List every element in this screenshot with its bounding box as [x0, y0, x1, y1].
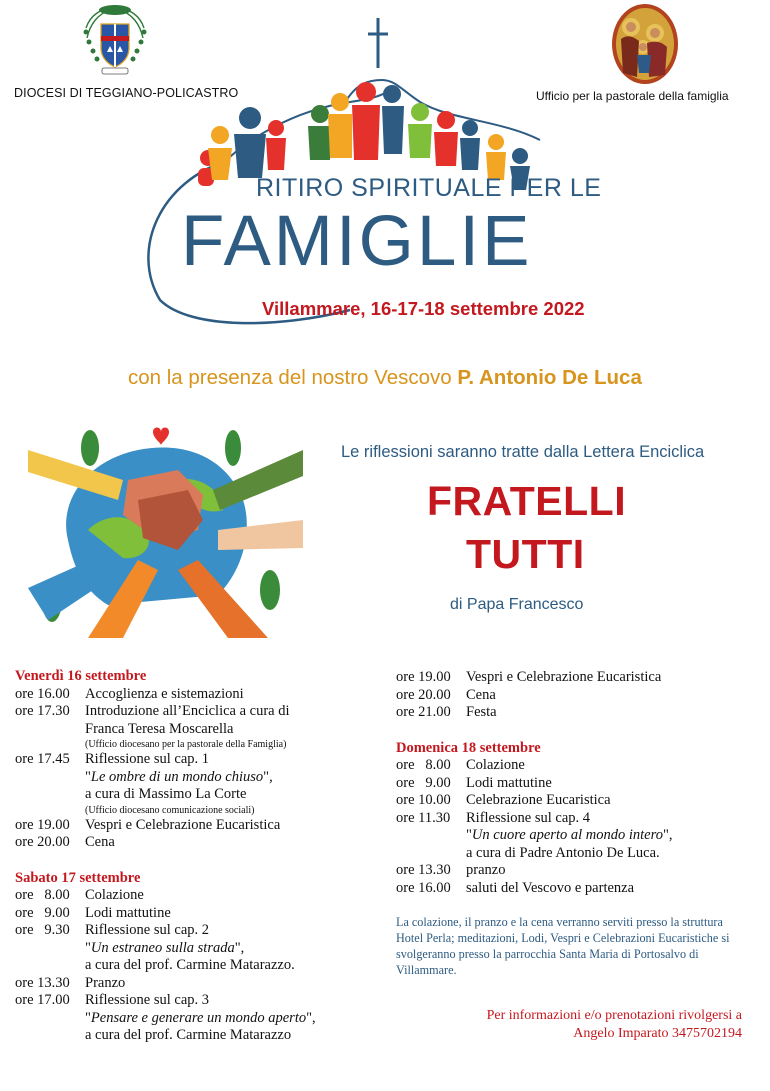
- row-speaker: a cura del prof. Carmine Matarazzo.: [85, 957, 295, 973]
- schedule-row: [396, 862, 756, 880]
- row-quote: "Pensare e generare un mondo aperto",: [85, 1009, 316, 1026]
- schedule-row: [15, 834, 365, 852]
- schedule-row: [396, 792, 756, 810]
- row-time: ore 13.30: [396, 862, 451, 878]
- row-activity: saluti del Vescovo e partenza: [466, 879, 635, 896]
- row-activity: Lodi mattutine: [466, 774, 552, 791]
- schedule-row: [15, 992, 365, 1010]
- retreat-title: FAMIGLIE: [181, 202, 533, 281]
- row-activity: Riflessione sul cap. 4: [466, 809, 591, 826]
- row-speaker: a cura di Padre Antonio De Luca.: [466, 844, 660, 861]
- schedule-row: [15, 905, 365, 923]
- row-time: ore 10.00: [396, 792, 451, 808]
- row-speaker: a cura di Massimo La Corte: [85, 786, 247, 802]
- row-time: ore 19.00: [396, 669, 451, 685]
- schedule-row: [15, 922, 365, 940]
- row-time: ore 20.00: [15, 834, 70, 850]
- sunday-heading: Domenica 18 settembre: [396, 739, 541, 756]
- contact-line2: Angelo Imparato 3475702194: [573, 1026, 742, 1041]
- row-note: (Ufficio diocesano per la pastorale della Famiglia): [85, 739, 287, 750]
- row-activity: Riflessione sul cap. 1: [85, 751, 210, 767]
- row-time: ore 17.00: [15, 992, 70, 1008]
- contact-info: [452, 1007, 742, 1043]
- cross-icon: [368, 18, 388, 68]
- row-activity: Accoglienza e sistemazioni: [85, 685, 244, 702]
- contact-line1: Per informazioni e/o prenotazioni rivolgersi a: [486, 1008, 742, 1023]
- encyclical-title-line2: TUTTI: [466, 531, 585, 577]
- row-activity: Colazione: [85, 887, 144, 903]
- schedule-row: [15, 887, 365, 905]
- schedule-row: [396, 669, 756, 687]
- row-activity: Riflessione sul cap. 2: [85, 922, 210, 938]
- schedule-row: [396, 775, 756, 793]
- row-activity: Riflessione sul cap. 3: [85, 992, 210, 1008]
- schedule-row: [396, 687, 756, 705]
- row-time: ore 16.00: [15, 685, 70, 702]
- row-activity: Vespri e Celebrazione Eucaristica: [466, 669, 662, 685]
- saturday-heading: Sabato 17 settembre: [15, 869, 141, 886]
- retreat-subtitle: RITIRO SPIRITUALE PER LE: [256, 174, 602, 202]
- row-time: ore 9.00: [396, 774, 451, 791]
- row-time: ore 20.00: [396, 686, 451, 703]
- schedule-row: [396, 880, 756, 898]
- row-activity: Lodi mattutine: [85, 904, 171, 921]
- encyclical-intro: Le riflessioni saranno tratte dalla Lettera Enciclica: [341, 443, 705, 461]
- bishop-presence-line: con la presenza del nostro Vescovo P. Antonio De Luca: [128, 366, 642, 389]
- row-time: ore 8.00: [15, 887, 70, 903]
- row-time: ore 16.00: [396, 879, 451, 896]
- row-speaker: Franca Teresa Moscarella: [85, 720, 234, 737]
- row-activity: Cena: [466, 686, 496, 703]
- row-activity: Introduzione all’Enciclica a cura di: [85, 703, 290, 719]
- schedule-row: [15, 975, 365, 993]
- family-banner-illustration: [120, 10, 560, 330]
- row-time: ore 19.00: [15, 816, 70, 833]
- event-place-date: Villammare, 16-17-18 settembre 2022: [262, 298, 585, 319]
- hands-globe-illustration: [28, 420, 303, 638]
- row-time: ore 13.30: [15, 974, 70, 991]
- row-time: ore 8.00: [396, 757, 451, 773]
- holy-family-icon: [611, 3, 679, 85]
- schedule-row: [15, 703, 365, 721]
- row-time: ore 9.30: [15, 922, 70, 938]
- schedule-left-column: [15, 668, 365, 1045]
- bishop-name: P. Antonio De Luca: [457, 366, 642, 389]
- schedule-row: [15, 817, 365, 835]
- schedule-row: [396, 757, 756, 775]
- row-activity: Celebrazione Eucaristica: [466, 792, 611, 808]
- row-quote: "Un cuore aperto al mondo intero",: [466, 827, 673, 843]
- row-time: ore 21.00: [396, 704, 451, 720]
- office-name: Ufficio per la pastorale della famiglia: [536, 89, 729, 103]
- row-time: ore 11.30: [396, 809, 451, 826]
- practical-info-note: La colazione, il pranzo e la cena verranno serviti presso la struttura Hotel Perla; meditazioni, Lodi, Vespri e Celebrazioni Eucaristiche si svolgeranno presso la parrocchia Santa Maria di Portosalvo di Villammare.: [396, 915, 730, 977]
- row-time: ore 17.45: [15, 751, 70, 767]
- row-activity: Pranzo: [85, 974, 126, 991]
- friday-heading: Venerdì 16 settembre: [15, 668, 147, 684]
- row-activity: pranzo: [466, 862, 506, 878]
- encyclical-title-line1: FRATELLI: [427, 478, 627, 524]
- row-note: (Ufficio diocesano comunicazione sociali): [85, 804, 255, 816]
- schedule-row: [15, 686, 365, 704]
- schedule-row: [396, 810, 756, 828]
- encyclical-author: di Papa Francesco: [450, 596, 584, 613]
- schedule-row: [396, 704, 756, 722]
- row-activity: Vespri e Celebrazione Eucaristica: [85, 816, 281, 833]
- row-activity: Colazione: [466, 757, 525, 773]
- heart-icon: [153, 428, 169, 446]
- diocese-name: DIOCESI DI TEGGIANO-POLICASTRO: [14, 86, 239, 100]
- row-quote: "Le ombre di un mondo chiuso",: [85, 768, 273, 785]
- schedule-row: [15, 751, 365, 769]
- row-quote: "Un estraneo sulla strada",: [85, 939, 245, 956]
- row-activity: Festa: [466, 704, 497, 720]
- row-time: ore 17.30: [15, 703, 70, 719]
- schedule-right-column: [396, 669, 756, 897]
- row-activity: Cena: [85, 834, 115, 850]
- row-speaker: a cura del prof. Carmine Matarazzo: [85, 1027, 292, 1043]
- row-time: ore 9.00: [15, 904, 70, 921]
